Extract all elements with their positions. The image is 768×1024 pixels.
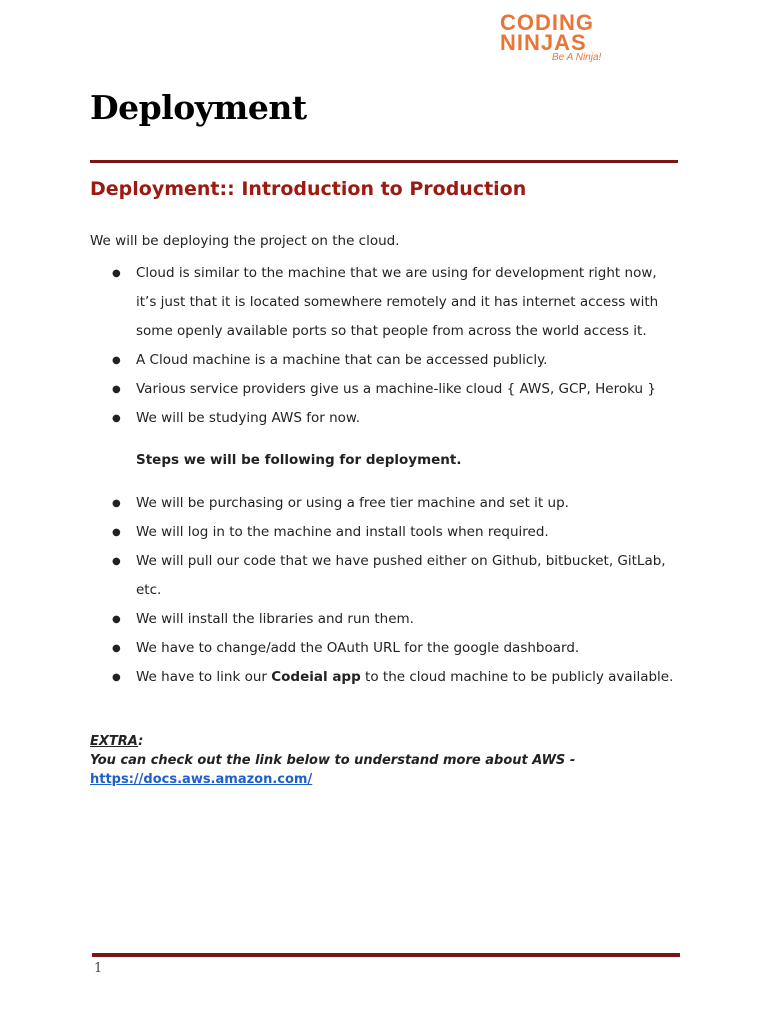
title-divider: [90, 160, 678, 163]
document-title: Deployment: [90, 88, 307, 127]
list-item: ● A Cloud machine is a machine that can be accessed publicly.: [90, 346, 680, 375]
intro-text: We will be deploying the project on the cloud.: [90, 233, 400, 249]
extra-colon: :: [138, 734, 144, 749]
bullet-list-overview: [90, 259, 680, 433]
logo-line1: CODING: [500, 10, 594, 35]
list-item: ● We have to change/add the OAuth URL for the google dashboard.: [90, 634, 680, 663]
extra-section: [90, 732, 575, 789]
footer-divider: [92, 953, 680, 957]
coding-ninjas-logo: [498, 6, 614, 62]
list-item: ● We will log in to the machine and install tools when required.: [90, 518, 680, 547]
steps-heading: Steps we will be following for deployment.: [136, 452, 462, 468]
logo-line2: NINJAS: [500, 30, 587, 55]
bullet-list-steps: [90, 489, 680, 692]
page-number: 1: [94, 961, 103, 976]
section-heading: Deployment:: Introduction to Production: [90, 178, 527, 200]
logo-tagline: Be A Ninja!: [552, 52, 602, 62]
logo-graphic: [498, 6, 614, 62]
list-item: ● Cloud is similar to the machine that we are using for development right now, it’s just that it is located somewhere remotely and it has internet access with some openly available ports so that people from across the world access it.: [90, 259, 680, 346]
list-item: ● We will be studying AWS for now.: [90, 404, 680, 433]
list-item-text-before: We have to link our: [136, 669, 272, 685]
extra-label: EXTRA: [90, 734, 139, 749]
list-item: ● Various service providers give us a machine-like cloud { AWS, GCP, Heroku }: [90, 375, 680, 404]
list-item-codeial: [90, 663, 680, 692]
extra-note: You can check out the link below to understand more about AWS -: [90, 753, 576, 768]
aws-docs-link[interactable]: https://docs.aws.amazon.com/: [90, 772, 313, 787]
list-item-text-after: to the cloud machine to be publicly available.: [360, 669, 674, 685]
list-item: ● We will install the libraries and run them.: [90, 605, 680, 634]
list-item: ● We will be purchasing or using a free tier machine and set it up.: [90, 489, 680, 518]
list-item: ● We will pull our code that we have pushed either on Github, bitbucket, GitLab, etc.: [90, 547, 680, 605]
codeial-app-bold: Codeial app: [271, 669, 361, 685]
